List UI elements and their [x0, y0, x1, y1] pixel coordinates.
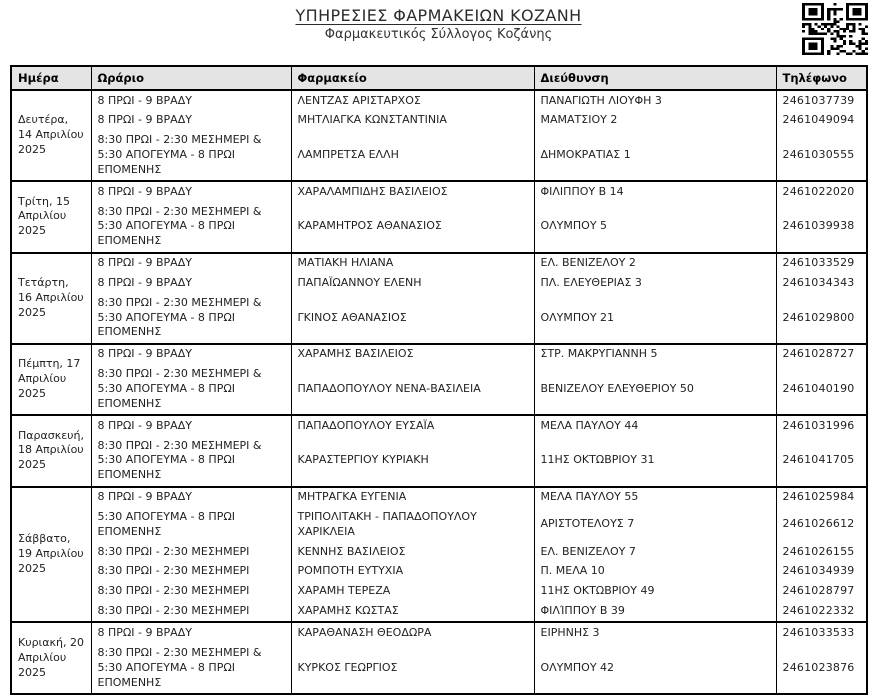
pharmacy-cell: ΠΑΠΑΔΟΠΟΥΛΟΥ ΝΕΝΑ-ΒΑΣΙΛΕΙΑ [291, 365, 534, 416]
phone-cell: 2461022020 [776, 181, 867, 202]
day-cell: Τρίτη, 15 Απριλίου 2025 [11, 181, 91, 252]
address-cell: ΠΑΝΑΓΙΩΤΗ ΛΙΟΥΦΗ 3 [534, 90, 776, 111]
pharmacy-cell: ΜΗΤΛΙΑΓΚΑ ΚΩΝΣΤΑΝΤΙΝΙΑ [291, 111, 534, 131]
pharmacy-cell: ΚΑΡΑΜΗΤΡΟΣ ΑΘΑΝΑΣΙΟΣ [291, 202, 534, 253]
phone-cell: 2461028727 [776, 344, 867, 365]
table-row [11, 487, 867, 508]
hours-cell: 8:30 ΠΡΩΙ - 2:30 ΜΕΣΗΜΕΡΙ & 5:30 ΑΠΟΓΕΥΜΑ - 8 ΠΡΩΙ ΕΠΟΜΕΝΗΣ [91, 131, 291, 182]
hours-cell: 8 ΠΡΩΙ - 9 ΒΡΑΔΥ [91, 273, 291, 293]
hours-cell: 8:30 ΠΡΩΙ - 2:30 ΜΕΣΗΜΕΡΙ & 5:30 ΑΠΟΓΕΥΜΑ - 8 ΠΡΩΙ ΕΠΟΜΕΝΗΣ [91, 365, 291, 416]
pharmacy-cell: ΜΗΤΡΑΓΚΑ ΕΥΓΕΝΙΑ [291, 487, 534, 508]
pharmacy-cell: ΚΥΡΚΟΣ ΓΕΩΡΓΙΟΣ [291, 643, 534, 694]
day-cell: Παρασκευή, 18 Απριλίου 2025 [11, 415, 91, 486]
table-header-row [11, 66, 867, 90]
page-title [0, 6, 877, 25]
address-cell: ΣΤΡ. ΜΑΚΡΥΓΙΑΝΝΗ 5 [534, 344, 776, 365]
hours-cell: 8 ΠΡΩΙ - 9 ΒΡΑΔΥ [91, 487, 291, 508]
pharmacy-cell: ΧΑΡΑΛΑΜΠΙΔΗΣ ΒΑΣΙΛΕΙΟΣ [291, 181, 534, 202]
table-row [11, 622, 867, 643]
address-cell: ΕΙΡΗΝΗΣ 3 [534, 622, 776, 643]
table-row [11, 253, 867, 274]
hours-cell: 8:30 ΠΡΩΙ - 2:30 ΜΕΣΗΜΕΡΙ & 5:30 ΑΠΟΓΕΥΜΑ - 8 ΠΡΩΙ ΕΠΟΜΕΝΗΣ [91, 293, 291, 344]
address-cell: ΕΛ. ΒΕΝΙΖΕΛΟΥ 7 [534, 542, 776, 562]
table-row [11, 273, 867, 293]
pharmacy-cell: ΡΟΜΠΟΤΗ ΕΥΤΥΧΙΑ [291, 562, 534, 582]
phone-cell: 2461037739 [776, 90, 867, 111]
table-row [11, 365, 867, 416]
pharmacy-cell: ΓΚΙΝΟΣ ΑΘΑΝΑΣΙΟΣ [291, 293, 534, 344]
pharmacy-cell: ΧΑΡΑΜΗΣ ΚΩΣΤΑΣ [291, 602, 534, 623]
phone-cell: 2461026155 [776, 542, 867, 562]
pharmacy-cell: ΛΑΜΠΡΕΤΣΑ ΕΛΛΗ [291, 131, 534, 182]
column-header-day: Ημέρα [11, 66, 91, 90]
phone-cell: 2461033529 [776, 253, 867, 274]
address-cell: ΕΛ. ΒΕΝΙΖΕΛΟΥ 2 [534, 253, 776, 274]
page-subtitle: Φαρμακευτικός Σύλλογος Κοζάνης [324, 27, 553, 42]
day-cell: Τετάρτη, 16 Απριλίου 2025 [11, 253, 91, 344]
hours-cell: 8 ΠΡΩΙ - 9 ΒΡΑΔΥ [91, 90, 291, 111]
pharmacy-cell: ΧΑΡΑΜΗ ΤΕΡΕΖΑ [291, 582, 534, 602]
pharmacy-cell: ΚΑΡΑΣΤΕΡΓΙΟΥ ΚΥΡΙΑΚΗ [291, 436, 534, 487]
day-cell: Δευτέρα, 14 Απριλίου 2025 [11, 90, 91, 181]
phone-cell: 2461030555 [776, 131, 867, 182]
hours-cell: 8 ΠΡΩΙ - 9 ΒΡΑΔΥ [91, 622, 291, 643]
table-row [11, 582, 867, 602]
pharmacy-cell: ΛΕΝΤΖΑΣ ΑΡΙΣΤΑΡΧΟΣ [291, 90, 534, 111]
column-header-address: Διεύθυνση [534, 66, 776, 90]
column-header-hours: Ωράριο [91, 66, 291, 90]
pharmacy-cell: ΤΡΙΠΟΛΙΤΑΚΗ - ΠΑΠΑΔΟΠΟΥΛΟΥ ΧΑΡΙΚΛΕΙΑ [291, 507, 534, 542]
address-cell: ΟΛΥΜΠΟΥ 5 [534, 202, 776, 253]
table-row [11, 293, 867, 344]
address-cell: 11ΗΣ ΟΚΤΩΒΡΙΟΥ 49 [534, 582, 776, 602]
address-cell: 11ΗΣ ΟΚΤΩΒΡΙΟΥ 31 [534, 436, 776, 487]
phone-cell: 2461034343 [776, 273, 867, 293]
pharmacy-cell: ΧΑΡΑΜΗΣ ΒΑΣΙΛΕΙΟΣ [291, 344, 534, 365]
qr-code-icon [802, 3, 868, 55]
address-cell: ΦΙΛΙΠΠΟΥ Β 14 [534, 181, 776, 202]
table-row [11, 436, 867, 487]
phone-cell: 2461040190 [776, 365, 867, 416]
address-cell: ΑΡΙΣΤΟΤΕΛΟΥΣ 7 [534, 507, 776, 542]
phone-cell: 2461041705 [776, 436, 867, 487]
page-title-text: ΥΠΗΡΕΣΙΕΣ ΦΑΡΜΑΚΕΙΩΝ ΚΟΖΑΝΗ [295, 6, 582, 25]
pharmacy-cell: ΠΑΠΑΪΩΑΝΝΟΥ ΕΛΕΝΗ [291, 273, 534, 293]
pharmacy-cell: ΜΑΤΙΑΚΗ ΗΛΙΑΝΑ [291, 253, 534, 274]
pharmacy-cell: ΚΕΝΝΗΣ ΒΑΣΙΛΕΙΟΣ [291, 542, 534, 562]
table-row [11, 562, 867, 582]
address-cell: ΟΛΥΜΠΟΥ 21 [534, 293, 776, 344]
day-cell: Πέμπτη, 17 Απριλίου 2025 [11, 344, 91, 415]
hours-cell: 8:30 ΠΡΩΙ - 2:30 ΜΕΣΗΜΕΡΙ [91, 542, 291, 562]
column-header-phone: Τηλέφωνο [776, 66, 867, 90]
address-cell: ΒΕΝΙΖΕΛΟΥ ΕΛΕΥΘΕΡΙΟΥ 50 [534, 365, 776, 416]
phone-cell: 2461049094 [776, 111, 867, 131]
hours-cell: 5:30 ΑΠΟΓΕΥΜΑ - 8 ΠΡΩΙ ΕΠΟΜΕΝΗΣ [91, 507, 291, 542]
address-cell: ΜΑΜΑΤΣΙΟΥ 2 [534, 111, 776, 131]
hours-cell: 8 ΠΡΩΙ - 9 ΒΡΑΔΥ [91, 344, 291, 365]
phone-cell: 2461022332 [776, 602, 867, 623]
hours-cell: 8 ΠΡΩΙ - 9 ΒΡΑΔΥ [91, 111, 291, 131]
table-row [11, 542, 867, 562]
phone-cell: 2461028797 [776, 582, 867, 602]
table-row [11, 90, 867, 111]
pharmacy-cell: ΚΑΡΑΘΑΝΑΣΗ ΘΕΟΔΩΡΑ [291, 622, 534, 643]
phone-cell: 2461033533 [776, 622, 867, 643]
hours-cell: 8:30 ΠΡΩΙ - 2:30 ΜΕΣΗΜΕΡΙ [91, 582, 291, 602]
hours-cell: 8 ΠΡΩΙ - 9 ΒΡΑΔΥ [91, 181, 291, 202]
hours-cell: 8 ΠΡΩΙ - 9 ΒΡΑΔΥ [91, 253, 291, 274]
table-row [11, 131, 867, 182]
table-row [11, 181, 867, 202]
hours-cell: 8 ΠΡΩΙ - 9 ΒΡΑΔΥ [91, 415, 291, 436]
hours-cell: 8:30 ΠΡΩΙ - 2:30 ΜΕΣΗΜΕΡΙ [91, 602, 291, 623]
address-cell: ΜΕΛΑ ΠΑΥΛΟΥ 44 [534, 415, 776, 436]
hours-cell: 8:30 ΠΡΩΙ - 2:30 ΜΕΣΗΜΕΡΙ & 5:30 ΑΠΟΓΕΥΜΑ - 8 ΠΡΩΙ ΕΠΟΜΕΝΗΣ [91, 643, 291, 694]
phone-cell: 2461029800 [776, 293, 867, 344]
phone-cell: 2461034939 [776, 562, 867, 582]
pharmacy-schedule-table [10, 65, 868, 695]
phone-cell: 2461039938 [776, 202, 867, 253]
phone-cell: 2461023876 [776, 643, 867, 694]
hours-cell: 8:30 ΠΡΩΙ - 2:30 ΜΕΣΗΜΕΡΙ & 5:30 ΑΠΟΓΕΥΜΑ - 8 ΠΡΩΙ ΕΠΟΜΕΝΗΣ [91, 436, 291, 487]
table-row [11, 111, 867, 131]
address-cell: ΜΕΛΑ ΠΑΥΛΟΥ 55 [534, 487, 776, 508]
column-header-pharmacy: Φαρμακείο [291, 66, 534, 90]
table-row [11, 507, 867, 542]
day-cell: Σάββατο, 19 Απριλίου 2025 [11, 487, 91, 623]
hours-cell: 8:30 ΠΡΩΙ - 2:30 ΜΕΣΗΜΕΡΙ & 5:30 ΑΠΟΓΕΥΜΑ - 8 ΠΡΩΙ ΕΠΟΜΕΝΗΣ [91, 202, 291, 253]
address-cell: ΠΛ. ΕΛΕΥΘΕΡΙΑΣ 3 [534, 273, 776, 293]
address-cell: ΟΛΥΜΠΟΥ 42 [534, 643, 776, 694]
phone-cell: 2461025984 [776, 487, 867, 508]
table-row [11, 415, 867, 436]
phone-cell: 2461031996 [776, 415, 867, 436]
table-row [11, 643, 867, 694]
table-row [11, 344, 867, 365]
pharmacy-cell: ΠΑΠΑΔΟΠΟΥΛΟΥ ΕΥΣΑΪΑ [291, 415, 534, 436]
address-cell: ΦΙΛΊΠΠΟΥ Β 39 [534, 602, 776, 623]
table-row [11, 202, 867, 253]
day-cell: Κυριακή, 20 Απριλίου 2025 [11, 622, 91, 693]
table-row [11, 602, 867, 623]
address-cell: ΔΗΜΟΚΡΑΤΙΑΣ 1 [534, 131, 776, 182]
phone-cell: 2461026612 [776, 507, 867, 542]
hours-cell: 8:30 ΠΡΩΙ - 2:30 ΜΕΣΗΜΕΡΙ [91, 562, 291, 582]
address-cell: Π. ΜΕΛΑ 10 [534, 562, 776, 582]
